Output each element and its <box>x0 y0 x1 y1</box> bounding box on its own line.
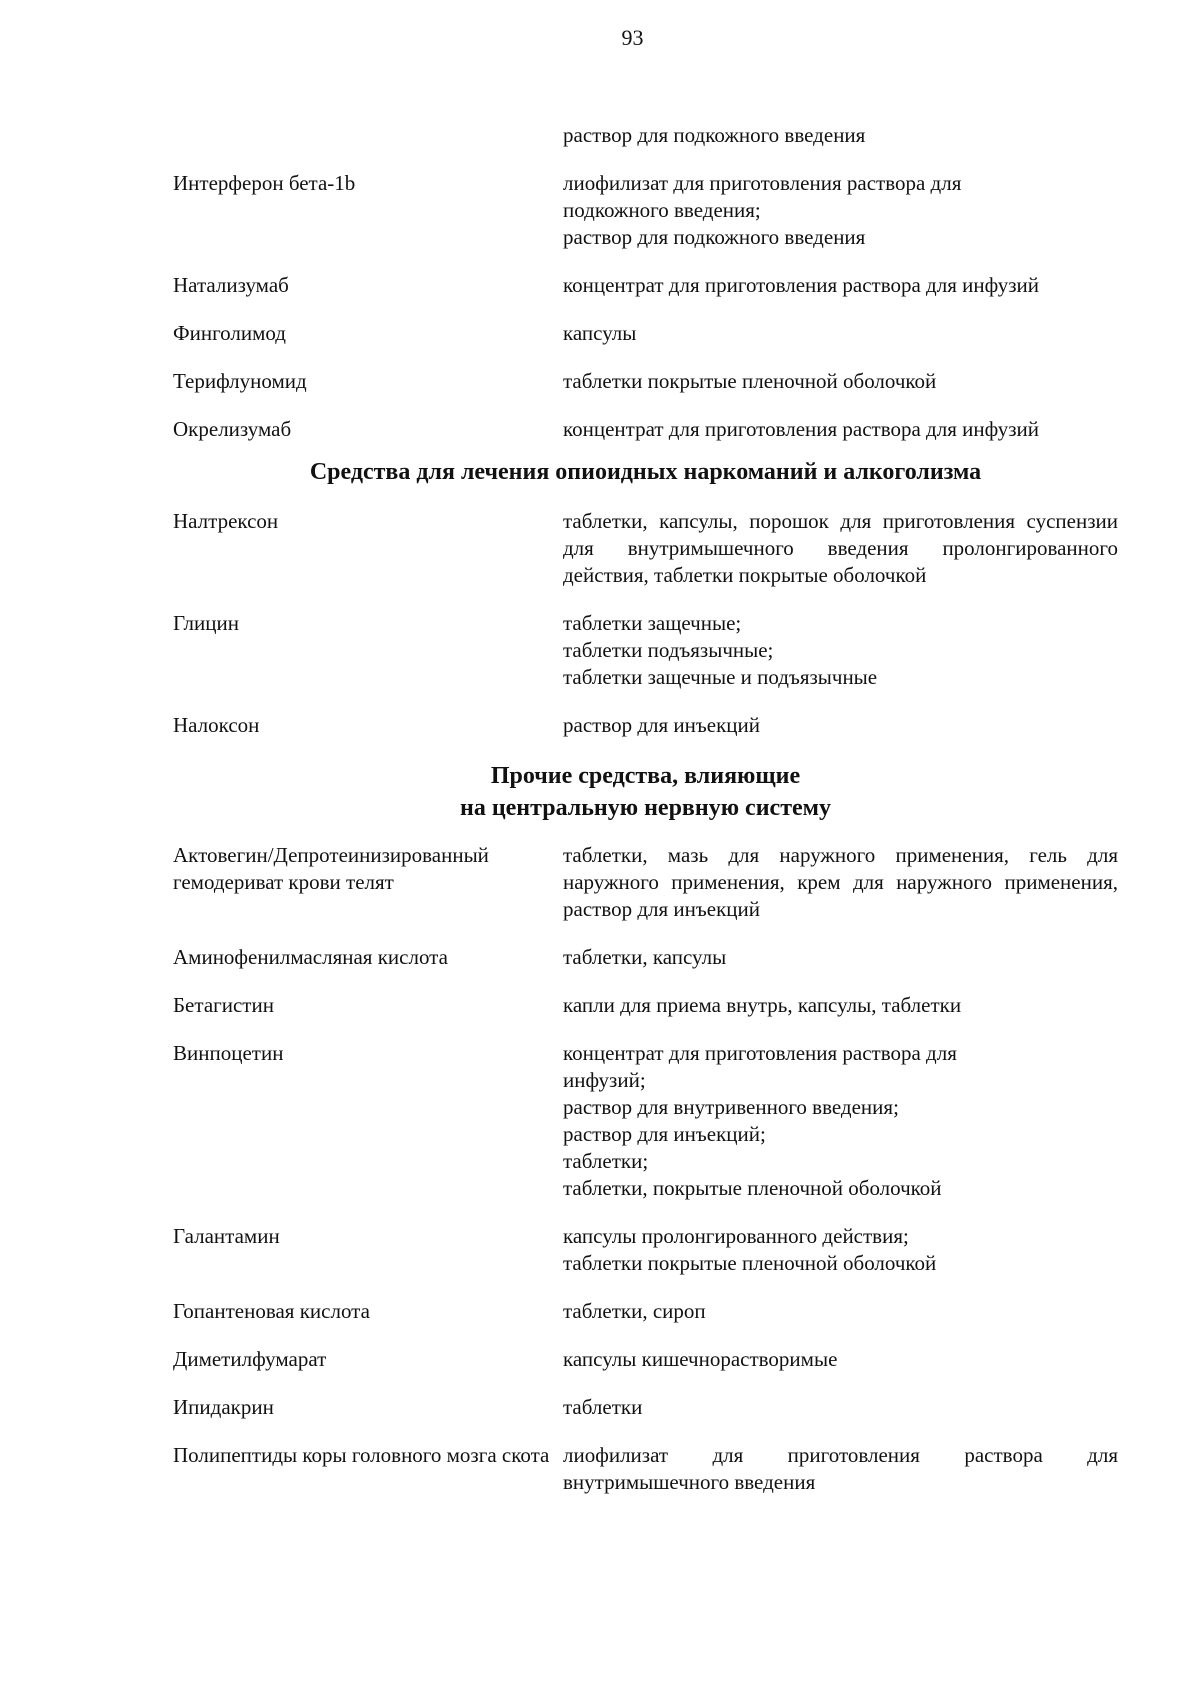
dosage-form-line: раствор для инъекций <box>563 713 760 737</box>
dosage-form-line: капсулы <box>563 321 637 345</box>
dosage-form-line: таблетки подъязычные; <box>563 638 774 662</box>
drug-name: Полипептиды коры головного мозга скота <box>173 1443 550 1467</box>
dosage-forms <box>563 170 1118 251</box>
dosage-forms <box>563 1394 1118 1421</box>
dosage-forms <box>563 508 1118 589</box>
drug-name: Окрелизумаб <box>173 417 292 441</box>
dosage-forms <box>563 842 1118 923</box>
dosage-form-line: таблетки, сироп <box>563 1299 706 1323</box>
table-row <box>173 944 1118 971</box>
dosage-forms <box>563 416 1118 443</box>
drug-table <box>173 122 1118 1517</box>
dosage-form-line: раствор для внутривенного введения; <box>563 1095 899 1119</box>
drug-name: Галантамин <box>173 1224 280 1248</box>
drug-name: Диметилфумарат <box>173 1347 327 1371</box>
drug-name: Бетагистин <box>173 993 274 1017</box>
dosage-form-line: таблетки защечные и подъязычные <box>563 665 878 689</box>
table-row <box>173 1040 1118 1202</box>
dosage-form-line: капли для приема внутрь, капсулы, таблетки <box>563 993 962 1017</box>
dosage-form-line: раствор для инъекций; <box>563 1122 766 1146</box>
drug-name: Аминофенилмасляная кислота <box>173 945 448 969</box>
dosage-form-line: раствор для подкожного введения <box>563 123 866 147</box>
table-row <box>173 368 1118 395</box>
section-title-line: Средства для лечения опиоидных наркоманий и алкоголизма <box>309 459 982 485</box>
page-number: 93 <box>621 25 644 50</box>
table-row <box>173 1223 1118 1277</box>
dosage-forms <box>563 1223 1118 1277</box>
dosage-form-line: концентрат для приготовления раствора для инфузий <box>563 273 1039 297</box>
drug-name: Финголимод <box>173 321 286 345</box>
drug-name: Натализумаб <box>173 273 289 297</box>
table-row <box>173 1298 1118 1325</box>
dosage-form-line: лиофилизат для приготовления раствора для внутримышечного введения <box>563 1443 1118 1494</box>
dosage-forms <box>563 712 1118 739</box>
drug-name: Терифлуномид <box>173 369 307 393</box>
table-row <box>173 1394 1118 1421</box>
dosage-form-line: таблетки защечные; <box>563 611 742 635</box>
table-row <box>173 610 1118 691</box>
dosage-form-line: таблетки <box>563 1395 643 1419</box>
dosage-forms <box>563 320 1118 347</box>
table-row <box>173 170 1118 251</box>
dosage-form-line: таблетки покрытые пленочной оболочкой <box>563 369 937 393</box>
section-title-line: Прочие средства, влияющие <box>490 763 801 789</box>
table-row <box>173 416 1118 443</box>
dosage-forms <box>563 1298 1118 1325</box>
dosage-form-line: раствор для подкожного введения <box>563 225 866 249</box>
drug-name: Налтрексон <box>173 509 279 533</box>
dosage-forms <box>563 272 1118 299</box>
table-row <box>173 1346 1118 1373</box>
drug-name: Ипидакрин <box>173 1395 274 1419</box>
table-row <box>173 712 1118 739</box>
dosage-form-line: таблетки, капсулы, порошок для приготовления суспензии для внутримышечного введения пролонгированного действия, таблетки покрытые оболочкой <box>563 509 1118 587</box>
dosage-forms <box>563 368 1118 395</box>
table-row <box>173 992 1118 1019</box>
dosage-form-line: инфузий; <box>563 1068 646 1092</box>
dosage-form-line: капсулы пролонгированного действия; <box>563 1224 909 1248</box>
dosage-forms <box>563 122 1118 149</box>
table-row <box>173 122 1118 149</box>
section-title <box>173 456 1118 488</box>
dosage-form-line: лиофилизат для приготовления раствора для <box>563 171 962 195</box>
drug-name: Винпоцетин <box>173 1041 284 1065</box>
drug-name: Гопантеновая кислота <box>173 1299 370 1323</box>
dosage-forms <box>563 944 1118 971</box>
table-row <box>173 842 1118 923</box>
dosage-forms <box>563 992 1118 1019</box>
dosage-form-line: концентрат для приготовления раствора для инфузий <box>563 417 1039 441</box>
dosage-form-line: подкожного введения; <box>563 198 761 222</box>
dosage-forms <box>563 1040 1118 1202</box>
dosage-form-line: капсулы кишечнорастворимые <box>563 1347 838 1371</box>
dosage-form-line: таблетки покрытые пленочной оболочкой <box>563 1251 937 1275</box>
dosage-form-line: таблетки; <box>563 1149 649 1173</box>
dosage-forms <box>563 1442 1118 1496</box>
drug-name: Интерферон бета-1b <box>173 171 356 195</box>
drug-name <box>173 122 563 149</box>
drug-name: Налоксон <box>173 713 260 737</box>
table-row <box>173 320 1118 347</box>
dosage-form-line: таблетки, покрытые пленочной оболочкой <box>563 1176 942 1200</box>
dosage-forms <box>563 610 1118 691</box>
table-row <box>173 508 1118 589</box>
dosage-form-line: таблетки, мазь для наружного применения, гель для наружного применения, крем для наружного применения, раствор для инъекций <box>563 843 1118 921</box>
drug-name: Актовегин/Депротеинизированный гемодериват крови телят <box>173 843 489 894</box>
drug-name: Глицин <box>173 611 239 635</box>
dosage-forms <box>563 1346 1118 1373</box>
section-title <box>173 760 1118 824</box>
table-row <box>173 272 1118 299</box>
table-row <box>173 1442 1118 1496</box>
dosage-form-line: таблетки, капсулы <box>563 945 727 969</box>
dosage-form-line: концентрат для приготовления раствора для <box>563 1041 957 1065</box>
section-title-line: на центральную нервную систему <box>460 795 831 821</box>
